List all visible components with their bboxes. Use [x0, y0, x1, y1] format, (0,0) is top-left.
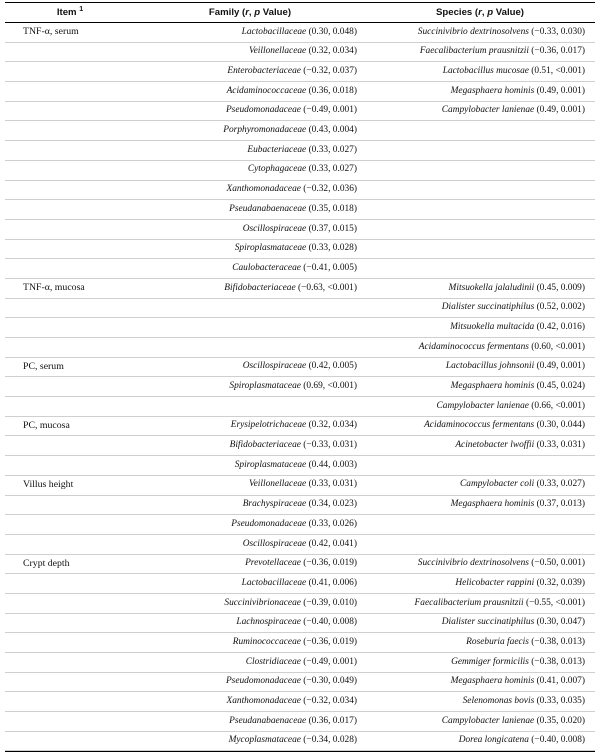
header-item: Item $^1$	[5, 3, 135, 23]
correlation-values: (−0.55, <0.001)	[523, 597, 585, 608]
item-cell	[5, 593, 135, 613]
correlation-values: (0.33, 0.026)	[306, 518, 357, 529]
species-cell	[365, 613, 595, 633]
correlation-values: (0.42, 0.016)	[534, 321, 585, 332]
table-row	[5, 574, 595, 594]
family-cell	[135, 416, 365, 436]
item-cell	[5, 495, 135, 515]
correlation-values: (0.69, <0.001)	[300, 381, 357, 392]
family-cell	[135, 219, 365, 239]
correlation-values: (0.60, <0.001)	[528, 341, 585, 352]
taxon-name: Selenomonas bovis	[462, 696, 535, 707]
correlation-values: (0.41, 0.007)	[534, 676, 585, 687]
family-cell	[135, 554, 365, 574]
species-cell	[365, 298, 595, 318]
table-row	[5, 554, 595, 574]
correlation-values: (−0.36, 0.019)	[300, 558, 357, 569]
taxon-name: Lactobacillus mucosae	[442, 66, 529, 77]
taxon-name: Spiroplasmataceae	[234, 459, 307, 470]
correlation-values: (0.30, 0.048)	[306, 26, 357, 37]
family-cell	[135, 495, 365, 515]
item-cell	[5, 692, 135, 712]
correlation-values: (0.45, 0.009)	[534, 282, 585, 293]
item-cell	[5, 200, 135, 220]
species-cell	[365, 554, 595, 574]
correlation-values: (0.66, <0.001)	[528, 400, 585, 411]
correlation-values: (0.32, 0.039)	[534, 577, 585, 588]
correlation-values: (0.33, 0.028)	[306, 243, 357, 254]
species-cell	[365, 160, 595, 180]
taxon-name: Spiroplasmataceae	[234, 243, 307, 254]
species-cell	[365, 318, 595, 338]
taxon-name: Mitsuokella multacida	[450, 321, 535, 332]
taxon-name: Faecalibacterium prausnitzii	[419, 46, 529, 57]
correlation-values: (0.49, 0.001)	[534, 361, 585, 372]
correlation-values: (−0.36, 0.017)	[528, 46, 585, 57]
table-row	[5, 357, 595, 377]
correlation-values: (0.37, 0.015)	[306, 223, 357, 234]
species-cell	[365, 416, 595, 436]
species-cell	[365, 357, 595, 377]
table-row	[5, 377, 595, 397]
family-cell	[135, 239, 365, 259]
correlation-values: (−0.32, 0.034)	[300, 696, 357, 707]
correlation-values: (0.33, 0.027)	[534, 479, 585, 490]
item-cell	[5, 436, 135, 456]
table-row	[5, 712, 595, 732]
family-cell	[135, 653, 365, 673]
item-cell	[5, 456, 135, 476]
taxon-name: Lactobacillaceae	[241, 577, 307, 588]
family-cell	[135, 318, 365, 338]
family-cell	[135, 298, 365, 318]
species-cell	[365, 278, 595, 298]
table-row	[5, 475, 595, 495]
table-row	[5, 397, 595, 417]
species-cell	[365, 456, 595, 476]
table-row	[5, 318, 595, 338]
taxon-name: Campylobacter lanienae	[436, 400, 529, 411]
species-cell	[365, 121, 595, 141]
taxon-name: Xanthomonadaceae	[226, 184, 301, 195]
correlation-values: (0.33, 0.035)	[534, 696, 585, 707]
table-row	[5, 180, 595, 200]
table-row	[5, 534, 595, 554]
table-row	[5, 416, 595, 436]
correlation-values: (0.35, 0.018)	[306, 203, 357, 214]
table-row	[5, 101, 595, 121]
table-row	[5, 613, 595, 633]
correlation-values: (0.32, 0.034)	[306, 46, 357, 57]
family-cell	[135, 692, 365, 712]
correlation-values: (0.30, 0.044)	[534, 420, 585, 431]
item-cell: PC, mucosa	[5, 416, 135, 436]
taxon-name: Clostridiaceae	[245, 656, 301, 667]
taxon-name: Veillonellaceae	[248, 479, 307, 490]
species-cell	[365, 101, 595, 121]
taxon-name: Mycoplasmataceae	[228, 735, 301, 746]
correlation-values: (0.30, 0.047)	[534, 617, 585, 628]
taxon-name: Faecalibacterium prausnitzii	[414, 597, 524, 608]
family-cell	[135, 436, 365, 456]
taxon-name: Campylobacter lanienae	[441, 715, 535, 726]
item-cell	[5, 82, 135, 102]
table-row	[5, 338, 595, 358]
item-cell	[5, 534, 135, 554]
item-cell	[5, 633, 135, 653]
table-row	[5, 456, 595, 476]
family-cell	[135, 475, 365, 495]
correlation-values: (0.34, 0.023)	[306, 499, 357, 510]
family-cell	[135, 23, 365, 43]
family-cell	[135, 101, 365, 121]
taxon-name: Acidaminococcus fermentans	[424, 420, 535, 431]
item-cell	[5, 259, 135, 279]
taxon-name: Acidaminococcaceae	[226, 85, 307, 96]
species-cell	[365, 672, 595, 692]
taxon-name: Brachyspiraceae	[242, 499, 307, 510]
species-cell	[365, 338, 595, 358]
family-cell	[135, 338, 365, 358]
taxon-name: Pseudomonadaceae	[231, 518, 307, 529]
item-cell	[5, 731, 135, 751]
taxon-name: Bifidobacteriaceae	[224, 282, 296, 293]
correlation-values: (0.41, 0.006)	[306, 577, 357, 588]
item-cell: Villus height	[5, 475, 135, 495]
table-row	[5, 593, 595, 613]
correlation-values: (−0.38, 0.013)	[528, 656, 585, 667]
correlation-values: (0.37, 0.013)	[534, 499, 585, 510]
taxon-name: Xanthomonadaceae	[226, 696, 301, 707]
family-cell	[135, 534, 365, 554]
species-cell	[365, 633, 595, 653]
correlation-values: (0.42, 0.041)	[306, 538, 357, 549]
family-cell	[135, 731, 365, 751]
family-cell	[135, 200, 365, 220]
table-row	[5, 672, 595, 692]
taxon-name: Dorea longicatena	[458, 735, 529, 746]
taxon-name: Oscillospiraceae	[242, 223, 307, 234]
species-cell	[365, 436, 595, 456]
correlation-values: (0.35, 0.020)	[534, 715, 585, 726]
item-cell	[5, 672, 135, 692]
taxon-name: Ruminococcaceae	[232, 636, 301, 647]
table-row	[5, 731, 595, 751]
correlation-values: (−0.40, 0.008)	[528, 735, 585, 746]
species-cell	[365, 515, 595, 535]
taxon-name: Lachnospiraceae	[236, 617, 301, 628]
taxon-name: Succinivibrio dextrinosolvens	[417, 26, 529, 37]
family-cell	[135, 62, 365, 82]
species-cell	[365, 574, 595, 594]
species-cell	[365, 397, 595, 417]
table-row	[5, 495, 595, 515]
correlation-values: (−0.33, 0.030)	[528, 26, 585, 37]
taxon-name: Eubacteriaceae	[247, 144, 307, 155]
correlation-values: (0.36, 0.018)	[306, 85, 357, 96]
correlation-values: (−0.32, 0.036)	[300, 184, 357, 195]
family-cell	[135, 515, 365, 535]
species-cell	[365, 42, 595, 62]
taxon-name: Veillonellaceae	[248, 46, 307, 57]
taxon-name: Pseudanabaenaceae	[229, 715, 307, 726]
correlation-values: (−0.33, 0.031)	[300, 440, 357, 451]
species-cell	[365, 62, 595, 82]
correlation-values: (0.33, 0.031)	[534, 440, 585, 451]
correlation-values: (−0.49, 0.001)	[300, 656, 357, 667]
item-cell	[5, 180, 135, 200]
header-family: Family (r, p Value)	[135, 3, 365, 23]
family-cell	[135, 377, 365, 397]
table-row	[5, 42, 595, 62]
family-cell	[135, 180, 365, 200]
item-cell	[5, 574, 135, 594]
table-row	[5, 160, 595, 180]
header-species: Species (r, p Value)	[365, 3, 595, 23]
table-row	[5, 82, 595, 102]
taxon-name: Helicobacter rappini	[455, 577, 535, 588]
item-cell	[5, 298, 135, 318]
species-cell	[365, 239, 595, 259]
taxon-name: Pseudanabaenaceae	[229, 203, 307, 214]
item-cell	[5, 338, 135, 358]
item-cell	[5, 613, 135, 633]
species-cell	[365, 180, 595, 200]
taxon-name: Enterobacteriaceae	[227, 66, 301, 77]
table-body	[5, 23, 595, 751]
taxon-name: Cytophagaceae	[247, 164, 307, 175]
item-cell	[5, 318, 135, 338]
family-cell	[135, 42, 365, 62]
item-cell	[5, 141, 135, 161]
species-cell	[365, 23, 595, 43]
correlation-values: (0.43, 0.004)	[306, 125, 357, 136]
taxon-name: Megasphaera hominis	[450, 676, 535, 687]
correlation-values: (0.33, 0.031)	[306, 479, 357, 490]
taxon-name: Campylobacter lanienae	[441, 105, 535, 116]
table-row	[5, 23, 595, 43]
species-cell	[365, 692, 595, 712]
table-header-row	[5, 3, 595, 23]
correlation-values: (0.33, 0.027)	[306, 164, 357, 175]
family-cell	[135, 672, 365, 692]
species-cell	[365, 259, 595, 279]
table-row	[5, 141, 595, 161]
taxon-name: Lactobacillus johnsonii	[445, 361, 535, 372]
table-row	[5, 692, 595, 712]
correlation-values: (−0.40, 0.008)	[300, 617, 357, 628]
table-row	[5, 219, 595, 239]
correlation-values: (−0.49, 0.001)	[300, 105, 357, 116]
taxon-name: Oscillospiraceae	[242, 538, 307, 549]
header-item-footnote: 1	[79, 6, 84, 13]
family-cell	[135, 278, 365, 298]
item-cell	[5, 160, 135, 180]
correlation-table	[5, 3, 595, 751]
item-cell: Crypt depth	[5, 554, 135, 574]
taxon-name: Caulobacteraceae	[232, 262, 301, 273]
item-cell	[5, 515, 135, 535]
species-cell	[365, 593, 595, 613]
correlation-values: (0.49, 0.001)	[534, 85, 585, 96]
species-cell	[365, 653, 595, 673]
taxon-name: Bifidobacteriaceae	[229, 440, 301, 451]
table-row	[5, 259, 595, 279]
table-row	[5, 278, 595, 298]
correlation-values: (0.33, 0.027)	[306, 144, 357, 155]
family-cell	[135, 633, 365, 653]
table-row	[5, 298, 595, 318]
table-row	[5, 436, 595, 456]
table-row	[5, 62, 595, 82]
taxon-name: Megasphaera hominis	[450, 499, 535, 510]
taxon-name: Mitsuokella jalaludinii	[448, 282, 535, 293]
item-cell	[5, 101, 135, 121]
taxon-name: Succinivibrionaceae	[224, 597, 301, 608]
taxon-name: Gemmiger formicilis	[451, 656, 529, 667]
family-cell	[135, 456, 365, 476]
taxon-name: Acinetobacter lwoffii	[455, 440, 535, 451]
item-cell: PC, serum	[5, 357, 135, 377]
correlation-values: (0.49, 0.001)	[534, 105, 585, 116]
family-cell	[135, 357, 365, 377]
taxon-name: Succinivibrio dextrinosolvens	[417, 558, 529, 569]
species-cell	[365, 712, 595, 732]
taxon-name: Pseudomonadaceae	[225, 676, 301, 687]
correlation-values: (−0.39, 0.010)	[300, 597, 357, 608]
correlation-values: (0.42, 0.005)	[306, 361, 357, 372]
item-cell	[5, 397, 135, 417]
family-cell	[135, 397, 365, 417]
species-cell	[365, 731, 595, 751]
species-cell	[365, 475, 595, 495]
taxon-name: Megasphaera hominis	[450, 381, 535, 392]
item-cell	[5, 239, 135, 259]
species-cell	[365, 141, 595, 161]
taxon-name: Spiroplasmataceae	[229, 381, 301, 392]
taxon-name: Campylobacter coli	[460, 479, 535, 490]
correlation-values: (−0.41, 0.005)	[300, 262, 357, 273]
correlation-values: (0.36, 0.017)	[306, 715, 357, 726]
table-row	[5, 200, 595, 220]
taxon-name: Roseburia faecis	[466, 636, 529, 647]
taxon-name: Acidaminococcus fermentans	[418, 341, 529, 352]
correlation-values: (0.44, 0.003)	[306, 459, 357, 470]
correlation-values: (0.45, 0.024)	[534, 381, 585, 392]
table-row	[5, 653, 595, 673]
correlation-values: (−0.30, 0.049)	[300, 676, 357, 687]
species-cell	[365, 534, 595, 554]
item-cell	[5, 377, 135, 397]
table-row	[5, 239, 595, 259]
correlation-values: (0.51, <0.001)	[528, 66, 585, 77]
item-cell	[5, 653, 135, 673]
taxon-name: Erysipelotrichaceae	[230, 420, 307, 431]
taxon-name: Megasphaera hominis	[450, 85, 535, 96]
table-row	[5, 515, 595, 535]
correlation-values: (−0.36, 0.019)	[300, 636, 357, 647]
item-cell	[5, 219, 135, 239]
correlation-values: (−0.32, 0.037)	[300, 66, 357, 77]
table-row	[5, 121, 595, 141]
family-cell	[135, 712, 365, 732]
species-cell	[365, 377, 595, 397]
correlation-values: (−0.63, <0.001)	[295, 282, 357, 293]
correlation-values: (−0.34, 0.028)	[300, 735, 357, 746]
item-cell: TNF-α, serum	[5, 23, 135, 43]
correlation-values: (0.32, 0.034)	[306, 420, 357, 431]
taxon-name: Pseudomonadaceae	[225, 105, 301, 116]
family-cell	[135, 574, 365, 594]
family-cell	[135, 259, 365, 279]
species-cell	[365, 200, 595, 220]
correlation-values: (0.52, 0.002)	[534, 302, 585, 313]
species-cell	[365, 82, 595, 102]
item-cell	[5, 62, 135, 82]
species-cell	[365, 219, 595, 239]
family-cell	[135, 593, 365, 613]
item-cell	[5, 42, 135, 62]
family-cell	[135, 82, 365, 102]
species-cell	[365, 495, 595, 515]
taxon-name: Prevotellaceae	[245, 558, 301, 569]
taxon-name: Oscillospiraceae	[242, 361, 307, 372]
item-cell: TNF-α, mucosa	[5, 278, 135, 298]
item-cell	[5, 712, 135, 732]
taxon-name: Porphyromonadaceae	[223, 125, 307, 136]
family-cell	[135, 121, 365, 141]
table-row	[5, 633, 595, 653]
taxon-name: Lactobacillaceae	[241, 26, 307, 37]
family-cell	[135, 141, 365, 161]
family-cell	[135, 613, 365, 633]
correlation-values: (−0.38, 0.013)	[528, 636, 585, 647]
correlation-values: (−0.50, 0.001)	[528, 558, 585, 569]
taxon-name: Dialister succinatiphilus	[441, 617, 535, 628]
family-cell	[135, 160, 365, 180]
correlation-table-container	[5, 2, 595, 752]
taxon-name: Dialister succinatiphilus	[441, 302, 535, 313]
item-cell	[5, 121, 135, 141]
